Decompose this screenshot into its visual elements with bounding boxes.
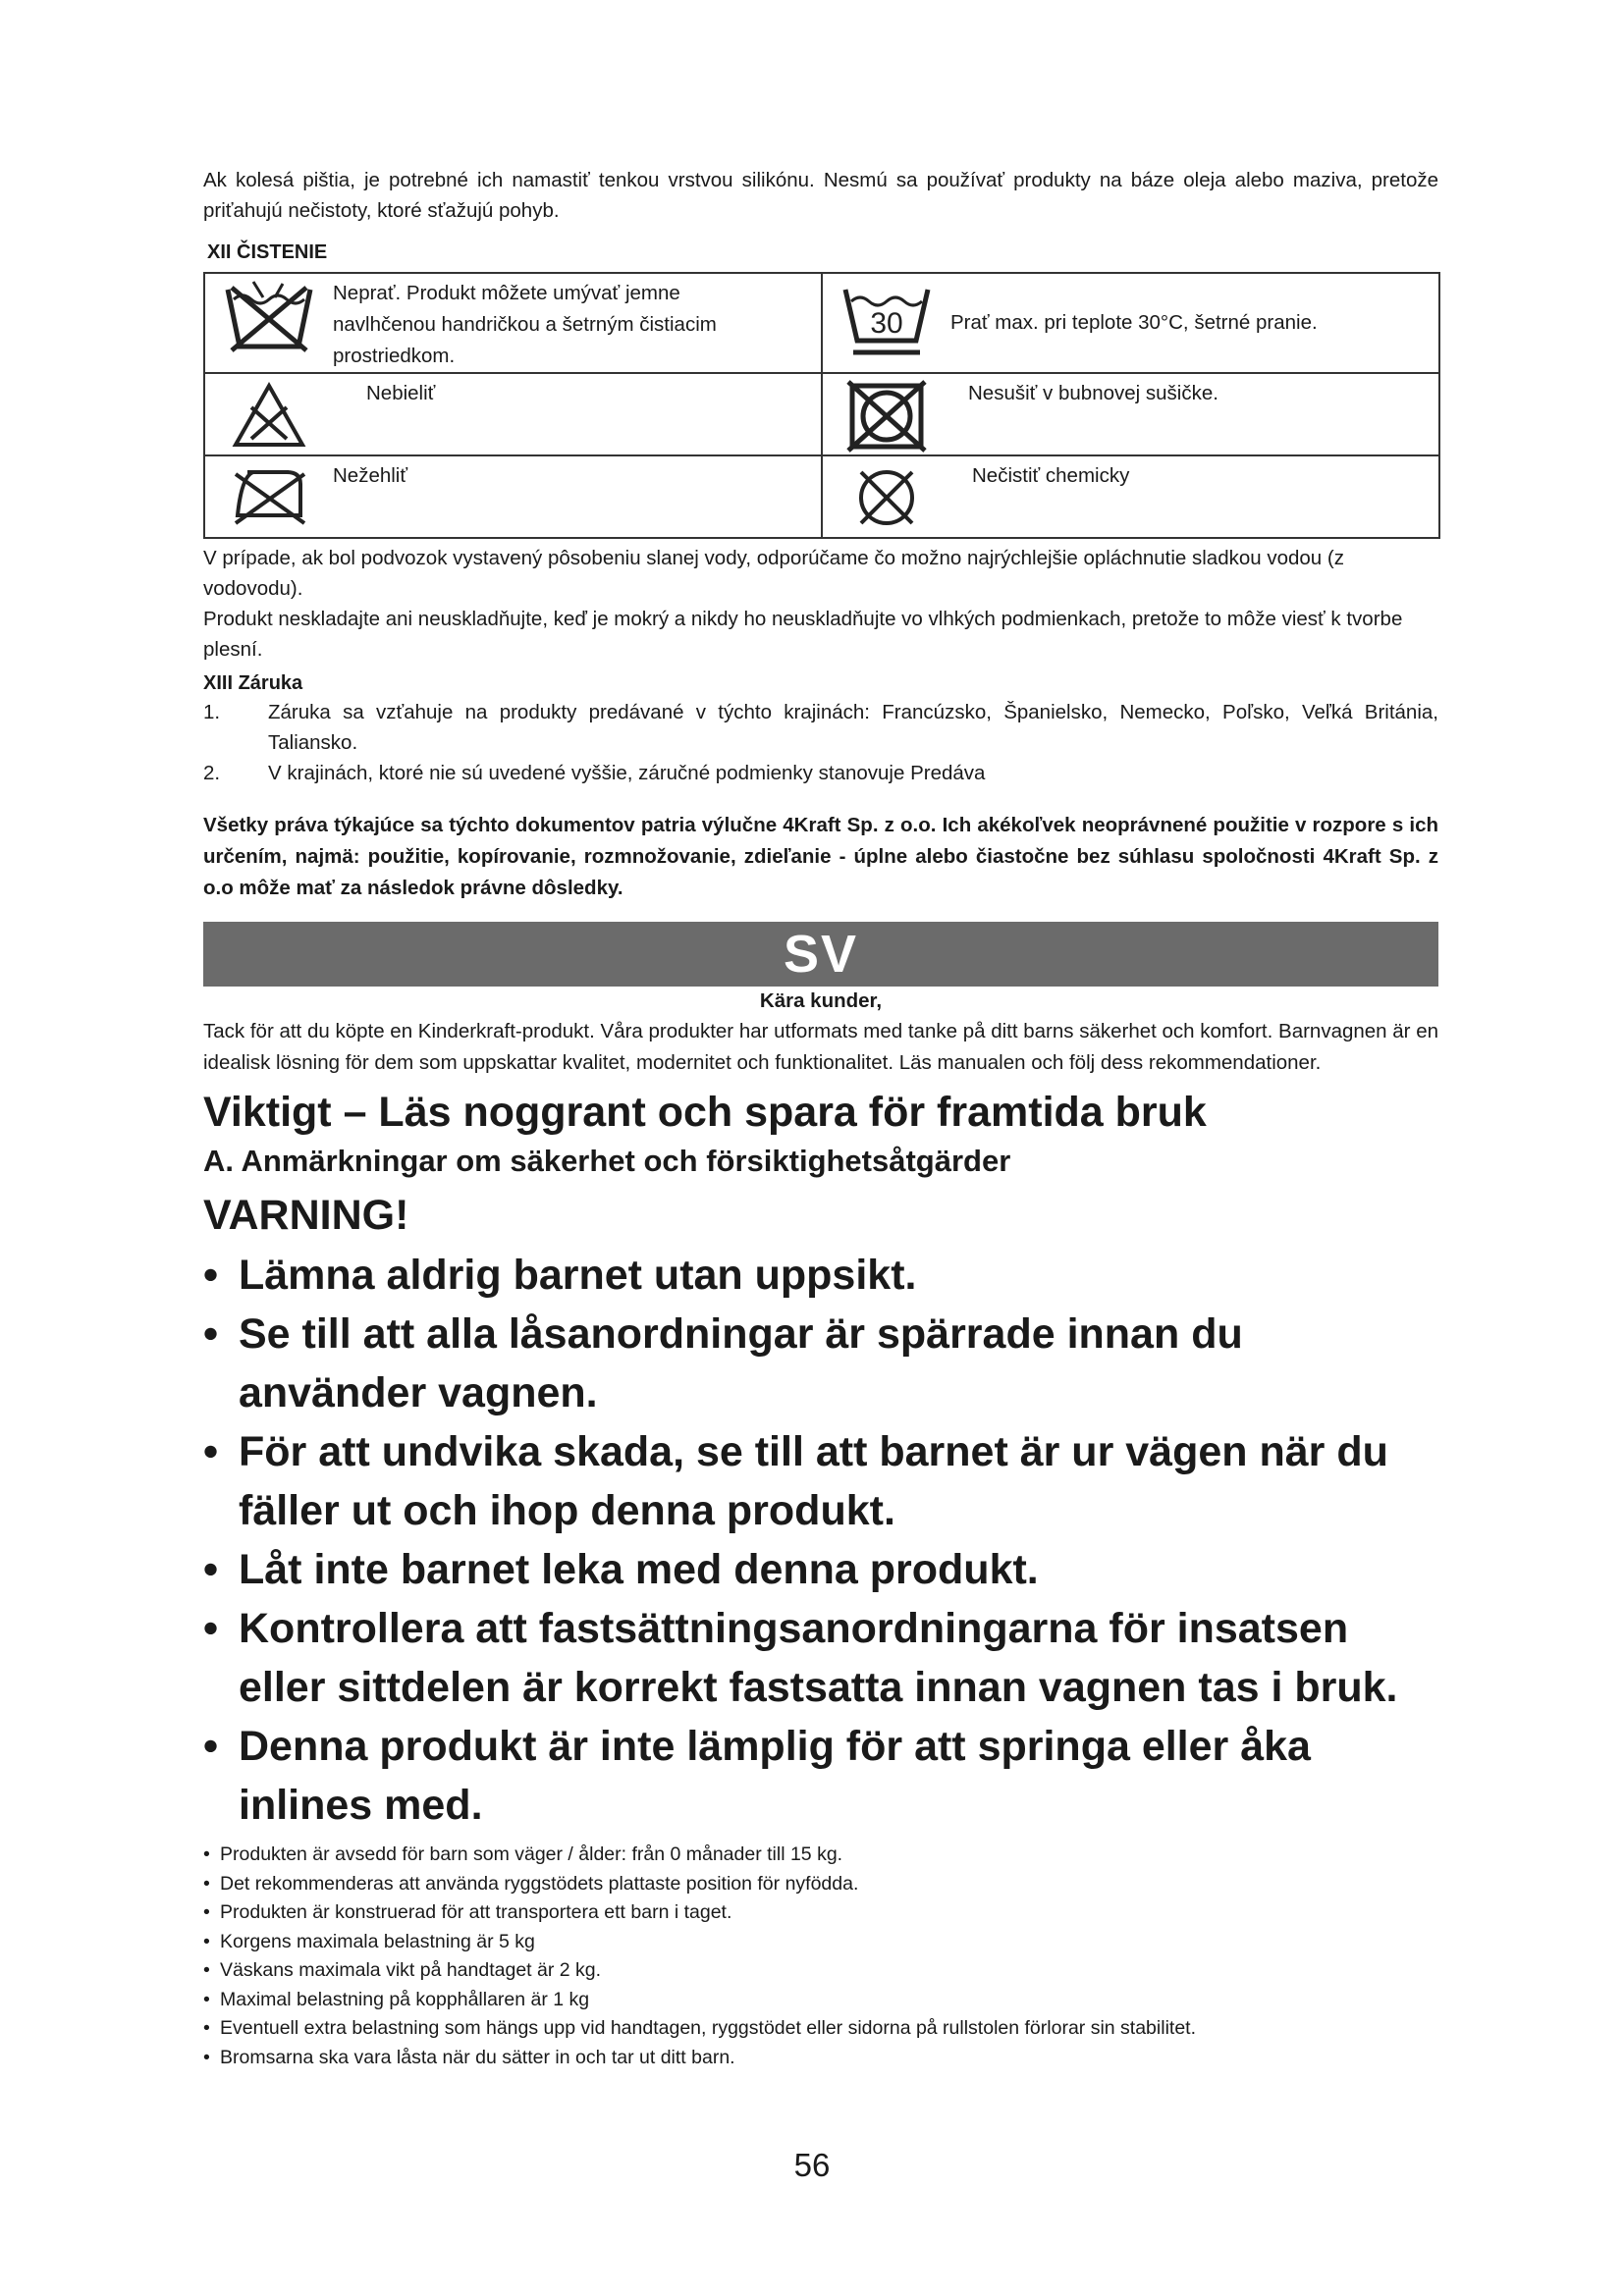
greeting: Kära kunder, [759, 989, 883, 1012]
bullet-icon: • [203, 1723, 219, 1770]
big-warning-text: Kontrollera att fastsättningsanordningarna för insatsen eller sittdelen är korrekt fastsatta innan vagnen tas i bruk. [239, 1605, 1398, 1711]
no-tumble-dry-icon [823, 374, 950, 453]
care-text-no-tumble-dry: Nesušiť v bubnovej sušičke. [968, 382, 1218, 404]
bullet-icon: • [203, 2046, 210, 2068]
warranty-item-text: V krajinách, ktoré nie sú uvedené vyššie, záručné podmienky stanovuje Predáva [268, 762, 986, 784]
care-row [204, 455, 1439, 538]
wash-30-gentle-icon [823, 274, 950, 362]
warranty-item [203, 697, 1438, 758]
care-cell [822, 273, 1439, 373]
main-heading: Viktigt – Läs noggrant och spara för framtida bruk [203, 1089, 1207, 1136]
bullet-icon: • [203, 1930, 210, 1952]
note-text: Maximal belastning på kopphållaren är 1 kg [220, 1988, 590, 2010]
big-warning-item [203, 1599, 1438, 1717]
list-item [203, 1928, 1438, 1957]
big-warning-item [203, 1422, 1438, 1540]
small-notes-list [203, 1841, 1438, 2072]
big-warning-text: Se till att alla låsanordningar är spärrade innan du använder vagnen. [239, 1310, 1243, 1416]
hand-wash-crossed-icon [205, 274, 333, 354]
big-warnings-list [203, 1246, 1438, 1835]
warning-title: VARNING! [203, 1192, 409, 1239]
warranty-item [203, 758, 1438, 788]
care-cell [204, 273, 822, 373]
big-warning-item [203, 1717, 1438, 1835]
care-text-no-bleach: Nebieliť [366, 382, 436, 404]
note-text: Väskans maximala vikt på handtaget är 2 kg. [220, 1959, 602, 1981]
care-cell [204, 373, 822, 455]
bullet-icon: • [203, 1310, 219, 1358]
care-text-no-iron: Nežehliť [333, 464, 408, 487]
cleaning-section-title: XII ČISTENIE [207, 241, 328, 263]
big-warning-text: Lämna aldrig barnet utan uppsikt. [239, 1252, 917, 1299]
bullet-icon: • [203, 2017, 210, 2039]
list-item [203, 2014, 1438, 2044]
warranty-item-number: 2. [203, 762, 221, 784]
language-banner: SV [203, 922, 1438, 987]
list-item [203, 1898, 1438, 1928]
note-text: Bromsarna ska vara låsta när du sätter in och tar ut ditt barn. [220, 2046, 735, 2068]
wash-temperature-label: 30 [870, 307, 903, 340]
storage-paragraph: Produkt neskladajte ani neuskladňujte, keď je mokrý a nikdy ho neuskladňujte vo vlhkých podmienkach, pretože to môže viesť k tvorbe plesní. [203, 608, 1403, 661]
care-text-no-wash: Neprať. Produkt môžete umývať jemne navlhčenou handričkou a šetrným čistiacim prostriedkom. [333, 282, 717, 367]
bullet-icon: • [203, 1959, 210, 1981]
no-bleach-icon [205, 374, 333, 451]
bullet-icon: • [203, 1988, 210, 2010]
list-item [203, 2044, 1438, 2073]
care-cell [822, 455, 1439, 538]
big-warning-item [203, 1246, 1438, 1305]
bullet-icon: • [203, 1843, 210, 1865]
care-text-wash-30: Prať max. pri teplote 30°C, šetrné pranie. [950, 311, 1318, 334]
care-text-no-dry-clean: Nečistiť chemicky [972, 464, 1130, 487]
bullet-icon: • [203, 1872, 210, 1895]
bullet-icon: • [203, 1605, 219, 1652]
care-cell [204, 455, 822, 538]
page-number: 56 [793, 2147, 831, 2183]
note-text: Det rekommenderas att använda ryggstödets plattaste position för nyfödda. [220, 1872, 859, 1895]
saltwater-paragraph: V prípade, ak bol podvozok vystavený pôsobeniu slanej vody, odporúčame čo možno najrýchlejšie opláchnutie sladkou vodou (z vodovodu). [203, 547, 1344, 600]
big-warning-text: Denna produkt är inte lämplig för att springa eller åka inlines med. [239, 1723, 1311, 1829]
note-text: Eventuell extra belastning som hängs upp vid handtagen, ryggstödet eller sidorna på rullstolen förlorar sin stabilitet. [220, 2017, 1196, 2039]
list-item [203, 1870, 1438, 1899]
bullet-icon: • [203, 1901, 210, 1923]
note-text: Produkten är avsedd för barn som väger / ålder: från 0 månader till 15 kg. [220, 1843, 843, 1865]
warranty-item-number: 1. [203, 701, 221, 723]
care-row [204, 273, 1439, 373]
list-item [203, 1956, 1438, 1986]
no-iron-icon [205, 456, 333, 527]
intro-paragraph: Ak kolesá pištia, je potrebné ich namastiť tenkou vrstvou silikónu. Nesmú sa používať produkty na báze oleja alebo maziva, pretože priťahujú nečistoty, ktoré sťažujú pohyb. [203, 169, 1438, 222]
note-text: Produkten är konstruerad för att transportera ett barn i taget. [220, 1901, 732, 1923]
rights-paragraph: Všetky práva týkajúce sa týchto dokumentov patria výlučne 4Kraft Sp. z o.o. Ich akékoľvek neoprávnené použitie v rozpore s ich určením, najmä: použitie, kopírovanie, rozmnožovanie, zdieľanie - úplne alebo čiastočne bez súhlasu spoločnosti 4Kraft Sp. z o.o môže mať za následok právne dôsledky. [203, 814, 1438, 899]
care-symbols-table [203, 272, 1440, 539]
bullet-icon: • [203, 1428, 219, 1475]
big-warning-text: Låt inte barnet leka med denna produkt. [239, 1546, 1039, 1593]
big-warning-item [203, 1305, 1438, 1422]
big-warning-text: För att undvika skada, se till att barnet är ur vägen när du fäller ut och ihop denna produkt. [239, 1428, 1388, 1534]
bullet-icon: • [203, 1546, 219, 1593]
care-row [204, 373, 1439, 455]
big-warning-item [203, 1540, 1438, 1599]
bullet-icon: • [203, 1252, 219, 1299]
warranty-section-title: XIII Záruka [203, 672, 303, 694]
sv-intro-paragraph: Tack för att du köpte en Kinderkraft-produkt. Våra produkter har utformats med tanke på ditt barns säkerhet och komfort. Barnvagnen är en idealisk lösning för dem som uppskattar kvalitet, modernitet och funktionalitet. Läs manualen och följ dess rekommendationer. [203, 1020, 1438, 1074]
care-cell [822, 373, 1439, 455]
warranty-item-text: Záruka sa vzťahuje na produkty predávané v týchto krajinách: Francúzsko, Španielsko, Nemecko, Poľsko, Veľká Británia, Taliansko. [268, 701, 1438, 754]
note-text: Korgens maximala belastning är 5 kg [220, 1930, 535, 1952]
page-content [203, 165, 1438, 2072]
no-dry-clean-icon [823, 456, 950, 531]
list-item [203, 1986, 1438, 2015]
list-item [203, 1841, 1438, 1870]
safety-subheading: A. Anmärkningar om säkerhet och försiktighetsåtgärder [203, 1144, 1011, 1178]
